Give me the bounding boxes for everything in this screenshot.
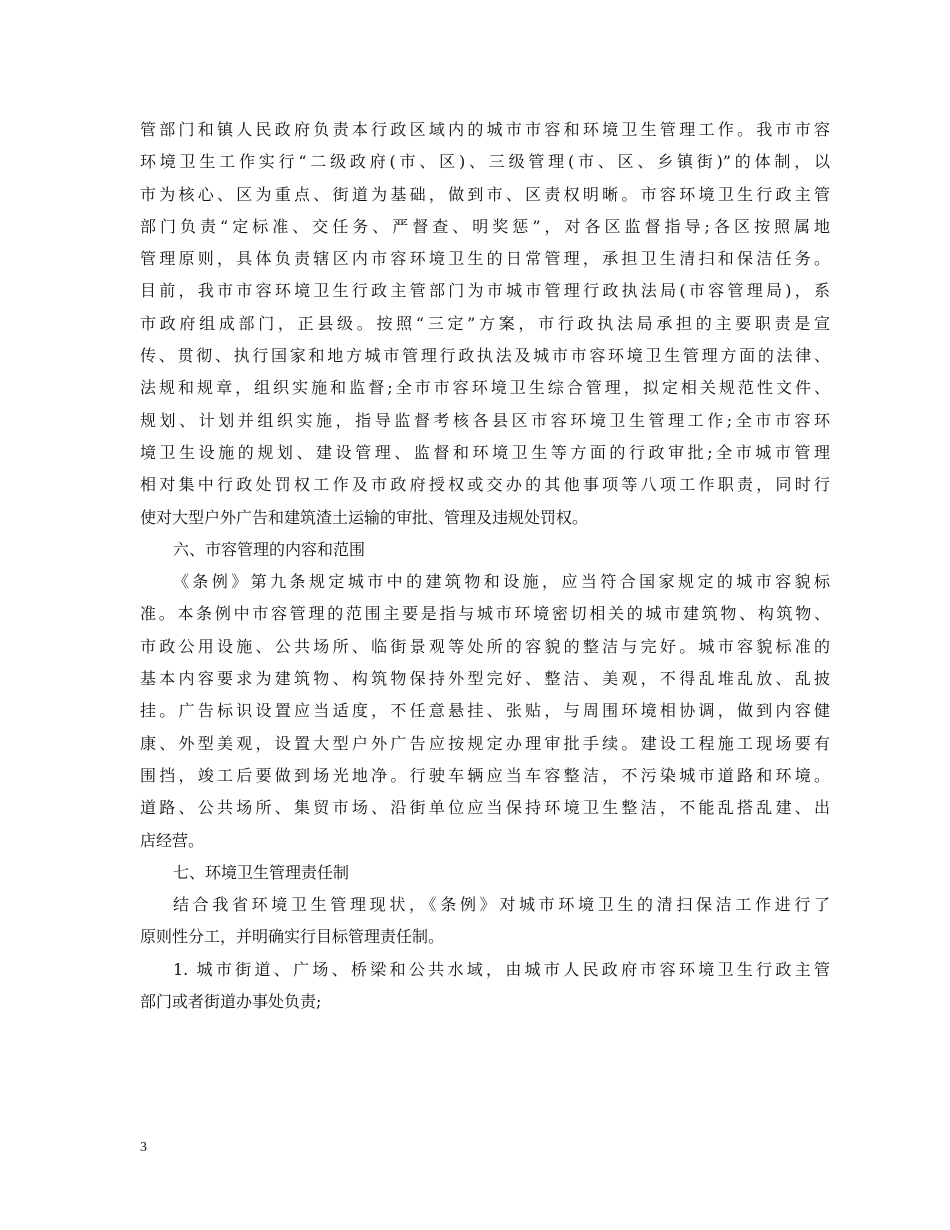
body-text (140, 114, 830, 1018)
text-line: 管理原则，具体负责辖区内市容环境卫生的日常管理，承担卫生清扫和保洁任务。 (140, 249, 830, 269)
text-line: 准。本条例中市容管理的范围主要是指与城市环境密切相关的城市建筑物、构筑物、 (140, 604, 830, 624)
text-line: 使对大型户外广告和建筑渣土运输的审批、管理及违规处罚权。 (140, 507, 589, 527)
text-line: 原则性分工，并明确实行目标管理责任制。 (140, 927, 445, 947)
text-line: 传、贯彻、执行国家和地方城市管理行政执法及城市市容环境卫生管理方面的法律、 (140, 346, 830, 366)
text-line: 《条例》第九条规定城市中的建筑物和设施，应当符合国家规定的城市容貌标 (173, 572, 830, 592)
text-line: 境卫生设施的规划、建设管理、监督和环境卫生等方面的行政审批;全市城市管理 (140, 442, 830, 462)
text-line: 规划、计划并组织实施，指导监督考核各县区市容环境卫生管理工作;全市市容环 (140, 410, 830, 430)
text-line: 店经营。 (140, 830, 205, 850)
text-line: 目前，我市市容环境卫生行政主管部门为市城市管理行政执法局(市容管理局)，系 (140, 281, 830, 301)
text-line: 市政府组成部门，正县级。按照“三定”方案，市行政执法局承担的主要职责是宣 (140, 313, 830, 333)
text-line: 部门或者街道办事处负责; (140, 992, 322, 1012)
text-line: 1. 城市街道、广场、桥梁和公共水域，由城市人民政府市容环境卫生行政主管 (173, 959, 830, 979)
text-line: 道路、公共场所、集贸市场、沿街单位应当保持环境卫生整洁，不能乱搭乱建、出 (140, 798, 830, 818)
text-line: 市政公用设施、公共场所、临街景观等处所的容貌的整洁与完好。城市容貌标准的 (140, 636, 830, 656)
text-line: 相对集中行政处罚权工作及市政府授权或交办的其他事项等八项工作职责，同时行 (140, 475, 830, 495)
text-line: 基本内容要求为建筑物、构筑物保持外型完好、整洁、美观，不得乱堆乱放、乱披 (140, 669, 830, 689)
text-line: 管部门和镇人民政府负责本行政区域内的城市市容和环境卫生管理工作。我市市容 (140, 120, 830, 139)
text-line: 法规和规章，组织实施和监督;全市市容环境卫生综合管理，拟定相关规范性文件、 (140, 378, 830, 398)
text-line: 环境卫生工作实行“二级政府(市、区)、三级管理(市、区、乡镇街)”的体制，以 (140, 152, 830, 172)
section-heading: 六、市容管理的内容和范围 (173, 539, 366, 559)
section-heading: 七、环境卫生管理责任制 (173, 862, 350, 882)
text-line: 围挡，竣工后要做到场光地净。行驶车辆应当车容整洁，不污染城市道路和环境。 (140, 765, 830, 785)
text-line: 结合我省环境卫生管理现状，《条例》对城市环境卫生的清扫保洁工作进行了 (173, 895, 830, 915)
text-line: 挂。广告标识设置应当适度，不任意悬挂、张贴，与周围环境相协调，做到内容健 (140, 701, 830, 721)
text-line: 康、外型美观，设置大型户外广告应按规定办理审批手续。建设工程施工现场要有 (140, 733, 830, 753)
text-line: 市为核心、区为重点、街道为基础，做到市、区责权明晰。市容环境卫生行政主管 (140, 184, 830, 204)
text-line: 部门负责“定标准、交任务、严督查、明奖惩”，对各区监督指导;各区按照属地 (140, 216, 830, 236)
page-number: 3 (140, 1140, 147, 1155)
